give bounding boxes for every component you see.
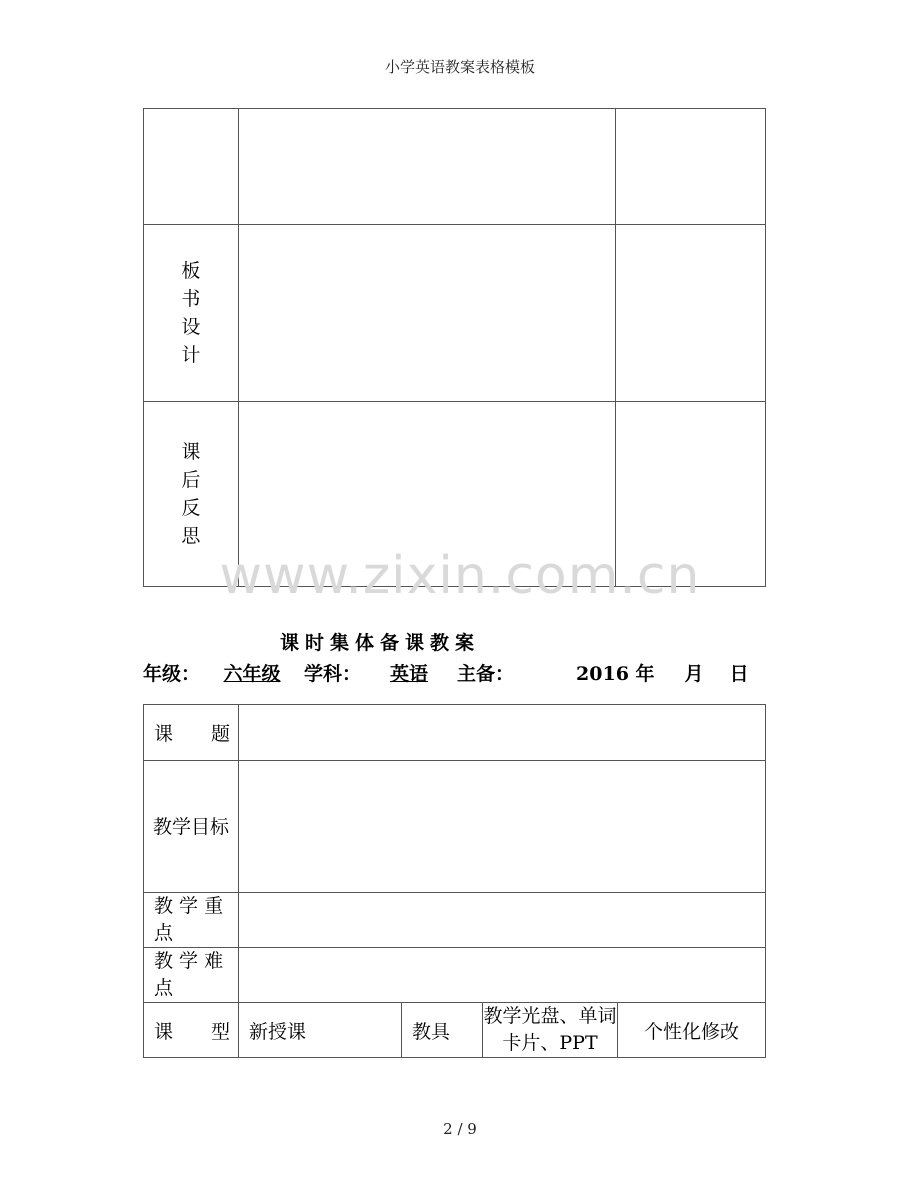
tools-value[interactable]: 教学光盘、单词卡片、PPT bbox=[483, 1003, 618, 1058]
table-row bbox=[144, 761, 766, 893]
topic-content[interactable] bbox=[239, 705, 766, 761]
type-value[interactable]: 新授课 bbox=[239, 1003, 402, 1058]
watermark: www.zixin.com.cn bbox=[219, 546, 701, 606]
board-design-content[interactable] bbox=[238, 225, 616, 402]
table-row bbox=[144, 948, 766, 1003]
content-cell bbox=[238, 109, 616, 225]
type-label: 课 型 bbox=[144, 1003, 239, 1058]
difficulty-content[interactable] bbox=[239, 948, 766, 1003]
subject-value[interactable]: 英语 bbox=[390, 663, 429, 685]
year-label: 2016 年 bbox=[576, 663, 655, 685]
board-design-notes[interactable] bbox=[616, 225, 766, 402]
subject-label: 学科： bbox=[304, 663, 362, 685]
section-title: 课时集体备课教案 bbox=[280, 632, 481, 654]
table-row bbox=[144, 225, 766, 402]
difficulty-label: 教 学 难 点 bbox=[144, 948, 239, 1003]
month-label: 月 bbox=[684, 663, 704, 685]
reflection-content[interactable] bbox=[238, 402, 616, 587]
personal-edit-label: 个性化修改 bbox=[618, 1003, 766, 1058]
goal-content[interactable] bbox=[239, 761, 766, 893]
page-header: 小学英语教案表格模板 bbox=[384, 58, 535, 76]
table-row bbox=[144, 705, 766, 761]
host-label: 主备： bbox=[457, 663, 515, 685]
key-point-content[interactable] bbox=[239, 893, 766, 948]
table-row bbox=[144, 1003, 766, 1058]
lesson-plan-table-top bbox=[143, 108, 766, 587]
page-number: 2 / 9 bbox=[443, 1120, 477, 1138]
reflection-label: 课 后 反 思 bbox=[144, 402, 239, 587]
topic-label: 课 题 bbox=[144, 705, 239, 761]
goal-label: 教学目标 bbox=[144, 761, 239, 893]
lesson-plan-table-bottom bbox=[143, 704, 766, 1058]
reflection-notes[interactable] bbox=[616, 402, 766, 587]
notes-cell bbox=[616, 109, 766, 225]
grade-value[interactable]: 六年级 bbox=[223, 663, 281, 685]
board-design-label: 板 书 设 计 bbox=[144, 225, 239, 402]
table-row bbox=[144, 402, 766, 587]
key-point-label: 教 学 重 点 bbox=[144, 893, 239, 948]
day-label: 日 bbox=[729, 663, 749, 685]
row-label-cell bbox=[144, 109, 239, 225]
table-row bbox=[144, 893, 766, 948]
table-row bbox=[144, 109, 766, 225]
info-line bbox=[143, 659, 749, 686]
tools-label: 教具 bbox=[402, 1003, 483, 1058]
grade-label: 年级： bbox=[143, 663, 201, 685]
